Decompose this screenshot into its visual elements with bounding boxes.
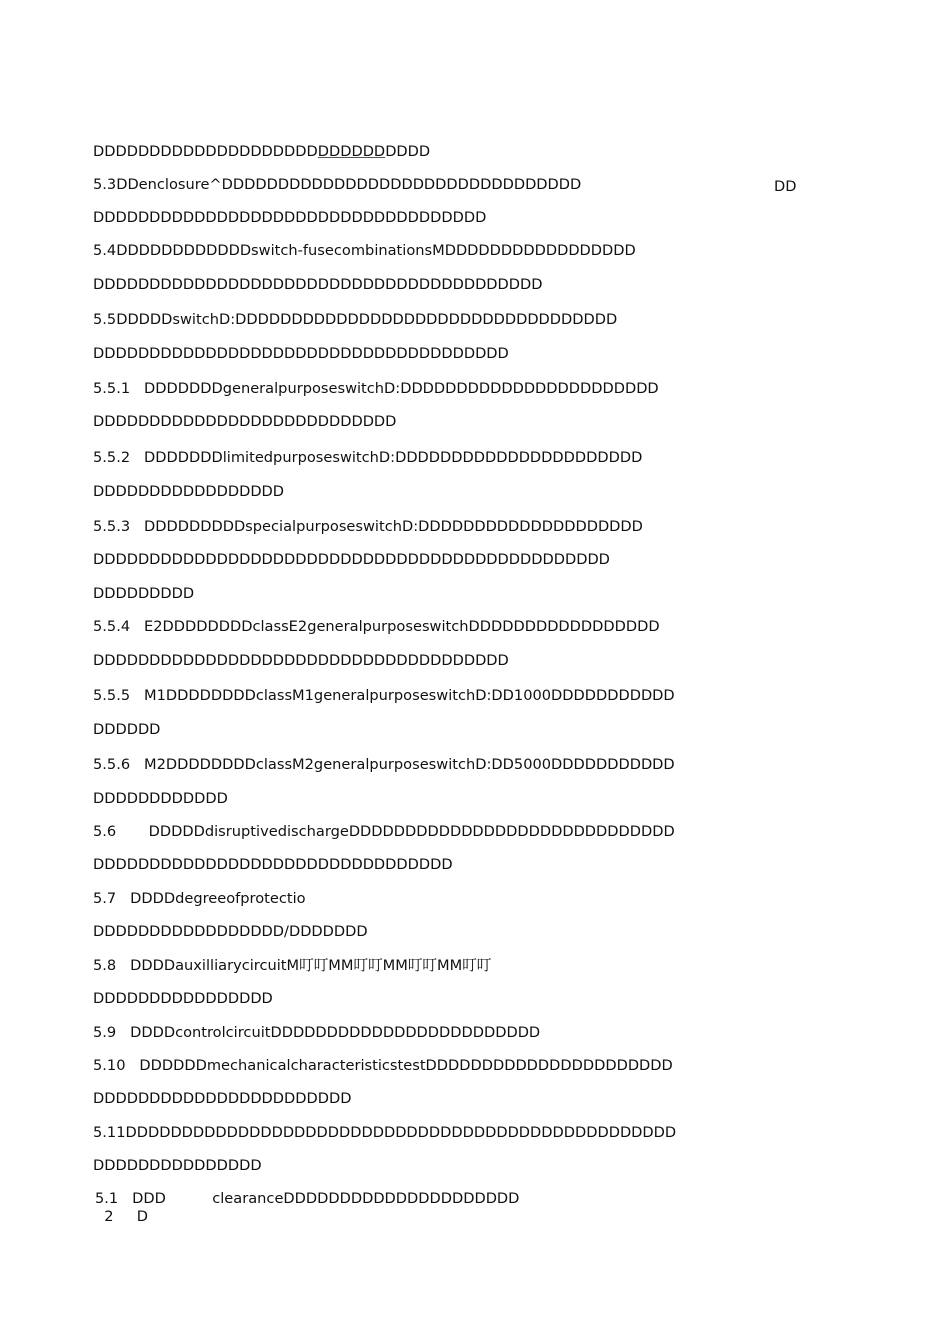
text-segment: DDDD: [385, 143, 431, 160]
text-line-1: [93, 143, 430, 161]
text-line: DDDDDDDDDDDDDDDDDDDDDDDDDDDDDDDDDDDDDDDDDDDDDD: [93, 551, 610, 568]
text-line: DDDDDDDDDDDDDDDDDDDDDDDDDDDDDDDDDDDDDDDD: [93, 276, 543, 293]
text-line: DDDDDDDDDDDDDDDDDDDDDDDDDDDDDDDD: [93, 856, 453, 873]
underlined-text: DDDDDD: [317, 143, 386, 160]
heading-5-5-6: 5.5.6 M2DDDDDDDDclassM2generalpurposeswitchD:DD5000DDDDDDDDDDD: [93, 756, 675, 773]
clipped-text-line: 2 D: [95, 1208, 148, 1225]
heading-5-3: 5.3DDenclosure^DDDDDDDDDDDDDDDDDDDDDDDDDDDDDDDD: [93, 176, 582, 193]
text-line: DDDDDDDDDDDDDDDDDDDDDDDDDDDDDDDDDDDDD: [93, 345, 509, 362]
text-line: DDDDDDDDDDDDDDDDDDDDDDDDDDDDDDDDDDDDD: [93, 652, 509, 669]
text-segment: DDDDDDDDDDDDDDDDDDDD: [93, 143, 318, 160]
text-line: DDDDDDDDDDDDDDDD: [93, 990, 273, 1007]
heading-5-6: 5.6 DDDDDdisruptivedischargeDDDDDDDDDDDDDDDDDDDDDDDDDDDDD: [93, 823, 675, 840]
text-line: DDDDDDDDDDDDDDDDDDDDDDDDDDDDDDDDDDD: [93, 209, 487, 226]
heading-5-5-4: 5.5.4 E2DDDDDDDDclassE2generalpurposeswitchDDDDDDDDDDDDDDDDD: [93, 618, 660, 635]
clipped-bottom-lines: [93, 1188, 793, 1225]
text-line: DDDDDDDDD: [93, 585, 195, 602]
heading-5-10: 5.10 DDDDDDmechanicalcharacteristicstestDDDDDDDDDDDDDDDDDDDDDD: [93, 1057, 673, 1074]
corner-clipped-text: DD: [774, 178, 797, 195]
text-line: DDDDDDDDDDDDDDDDD: [93, 483, 285, 500]
heading-5-8: 5.8 DDDDauxilliarycircuitM叮叮MM叮叮MM叮叮MM叮叮: [93, 957, 492, 974]
heading-5-11: 5.11DDDDDDDDDDDDDDDDDDDDDDDDDDDDDDDDDDDDDDDDDDDDDDDDD: [93, 1124, 677, 1141]
heading-5-12-clearance: 5.1 DDD clearanceDDDDDDDDDDDDDDDDDDDDD: [95, 1190, 520, 1207]
heading-5-4: 5.4DDDDDDDDDDDDswitch-fusecombinationsMDDDDDDDDDDDDDDDDD: [93, 242, 636, 259]
heading-5-5-3: 5.5.3 DDDDDDDDDspecialpurposeswitchD:DDDDDDDDDDDDDDDDDDDD: [93, 518, 643, 535]
text-line: DDDDDDDDDDDD: [93, 790, 228, 807]
text-line: DDDDDDDDDDDDDDDDDDDDDDD: [93, 1090, 352, 1107]
heading-5-9: 5.9 DDDDcontrolcircuitDDDDDDDDDDDDDDDDDDDDDDDD: [93, 1024, 541, 1041]
heading-5-5-2: 5.5.2 DDDDDDDlimitedpurposeswitchD:DDDDDDDDDDDDDDDDDDDDDD: [93, 449, 643, 466]
heading-5-7: 5.7 DDDDdegreeofprotectio: [93, 890, 306, 907]
text-line: DDDDDDDDDDDDDDD: [93, 1157, 262, 1174]
text-line: DDDDDD: [93, 721, 161, 738]
text-line: DDDDDDDDDDDDDDDDD/DDDDDDD: [93, 923, 368, 940]
heading-5-5-5: 5.5.5 M1DDDDDDDDclassM1generalpurposeswitchD:DD1000DDDDDDDDDDD: [93, 687, 675, 704]
heading-5-5-1: 5.5.1 DDDDDDDgeneralpurposeswitchD:DDDDDDDDDDDDDDDDDDDDDDD: [93, 380, 659, 397]
text-line: DDDDDDDDDDDDDDDDDDDDDDDDDDD: [93, 413, 397, 430]
heading-5-5: 5.5DDDDDswitchD:DDDDDDDDDDDDDDDDDDDDDDDDDDDDDDDDDD: [93, 311, 618, 328]
